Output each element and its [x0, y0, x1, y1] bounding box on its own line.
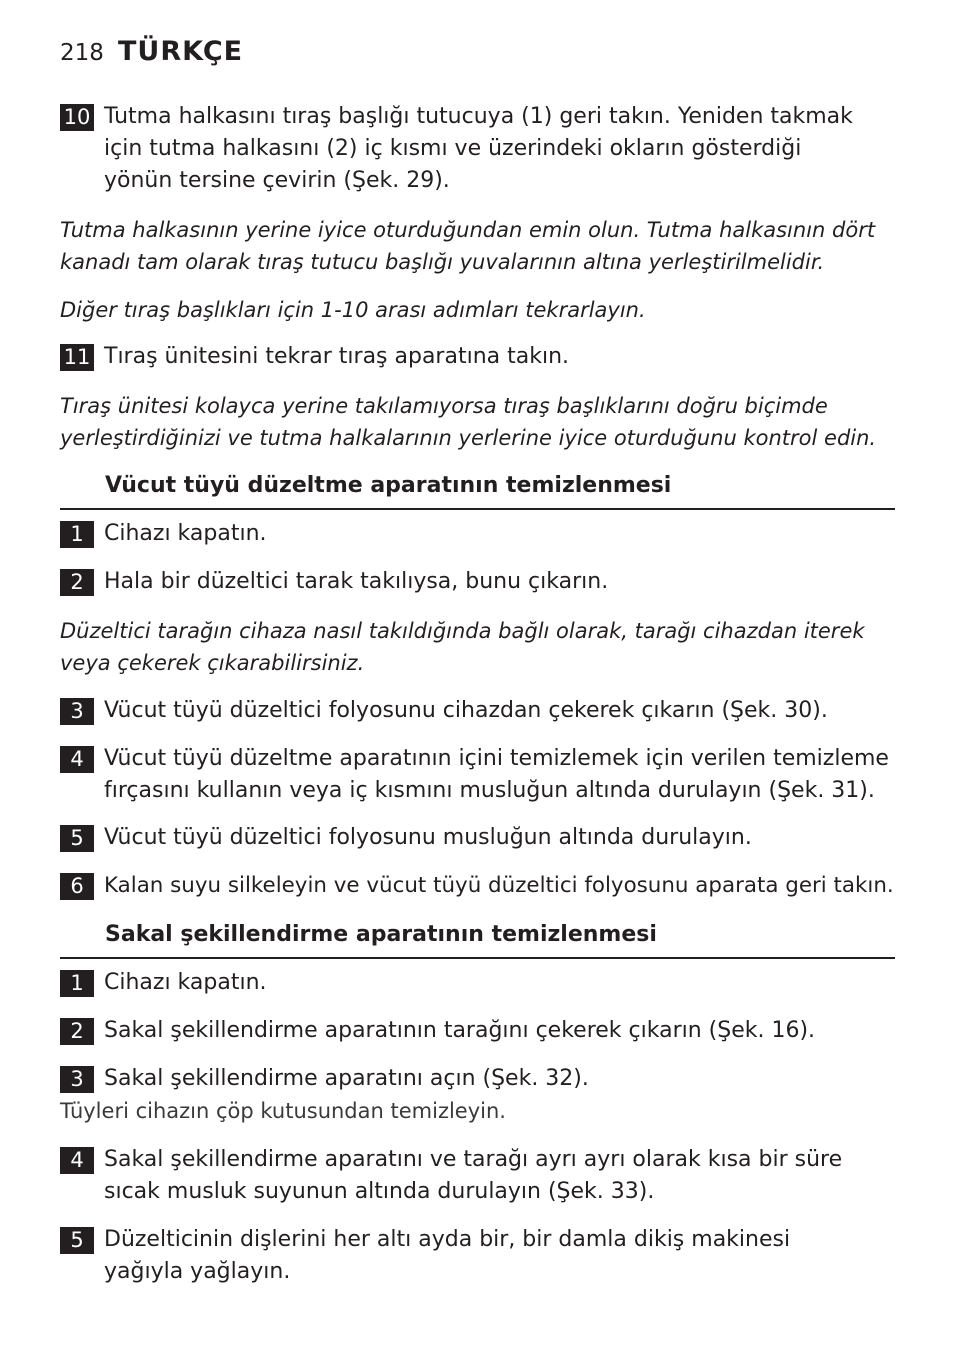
step-number-badge: 1 — [60, 970, 94, 997]
step-text: Tutma halkasını tıraş başlığı tutucuya (1) geri takın. Yeniden takmak için tutma halkasını (2) iç kısmı ve üzerindeki okların gösterdiği yönün tersine çevirin (Şek. 29). — [104, 104, 853, 193]
body-step-2 — [60, 566, 896, 598]
section-heading-body-trimmer — [60, 468, 895, 510]
step-text: Tıraş ünitesini tekrar tıraş aparatına takın. — [104, 344, 570, 369]
page-number: 218 — [60, 40, 104, 66]
step-text: Vücut tüyü düzeltici folyosunu musluğun altında durulayın. — [104, 825, 752, 850]
body-step-6 — [60, 870, 896, 902]
beard-step-4 — [60, 1144, 896, 1208]
step-text: Sakal şekillendirme aparatını açın (Şek. 32). — [104, 1066, 589, 1091]
note-retaining-ring: Tutma halkasının yerine iyice oturduğundan emin olun. Tutma halkasının dört kanadı tam olarak tıraş tutucu başlığı yuvalarının altına yerleştirilmelidir. — [60, 218, 876, 274]
language-title: TÜRKÇE — [118, 36, 244, 67]
step-text: Sakal şekillendirme aparatını ve tarağı ayrı ayrı olarak kısa bir süre sıcak musluk suyunun altında durulayın (Şek. 33). — [104, 1147, 843, 1204]
step-number-badge: 1 — [60, 521, 94, 548]
step-text: Cihazı kapatın. — [104, 970, 267, 995]
instruction-remove-hairs: Tüyleri cihazın çöp kutusundan temizleyin. — [60, 1099, 506, 1123]
step-text: Kalan suyu silkeleyin ve vücut tüyü düzeltici folyosunu aparata geri takın. — [104, 873, 894, 898]
note-repeat-steps: Diğer tıraş başlıkları için 1-10 arası adımları tekrarlayın. — [60, 298, 646, 322]
note-trimming-comb: Düzeltici tarağın cihaza nasıl takıldığında bağlı olarak, tarağı cihazdan iterek veya çekerek çıkarabilirsiniz. — [60, 619, 865, 675]
step-text: Vücut tüyü düzeltici folyosunu cihazdan çekerek çıkarın (Şek. 30). — [104, 698, 828, 723]
step-number-badge: 2 — [60, 1018, 94, 1045]
beard-step-3 — [60, 1063, 896, 1095]
body-step-1 — [60, 518, 896, 550]
step-10 — [60, 101, 896, 197]
beard-step-2 — [60, 1015, 896, 1047]
step-text: Sakal şekillendirme aparatının tarağını çekerek çıkarın (Şek. 16). — [104, 1018, 816, 1043]
step-text: Cihazı kapatın. — [104, 521, 267, 546]
beard-step-1 — [60, 967, 896, 999]
section-heading-beard-styler — [60, 917, 895, 959]
step-number-badge: 3 — [60, 698, 94, 725]
step-text: Hala bir düzeltici tarak takılıysa, bunu çıkarın. — [104, 569, 609, 594]
step-number-badge: 5 — [60, 1227, 94, 1254]
step-11 — [60, 341, 896, 373]
step-number-badge: 5 — [60, 825, 94, 852]
step-number-badge: 10 — [60, 104, 94, 131]
beard-step-5 — [60, 1224, 896, 1288]
step-number-badge: 2 — [60, 569, 94, 596]
note-shaving-unit: Tıraş ünitesi kolayca yerine takılamıyorsa tıraş başlıklarını doğru biçimde yerleştirdiğinizi ve tutma halkalarının yerlerine iyice oturduğunu kontrol edin. — [60, 394, 877, 450]
step-number-badge: 11 — [60, 344, 94, 371]
step-number-badge: 3 — [60, 1066, 94, 1093]
step-number-badge: 6 — [60, 873, 94, 900]
step-number-badge: 4 — [60, 1147, 94, 1174]
body-step-5 — [60, 822, 896, 854]
body-step-3 — [60, 695, 896, 727]
section-heading-text: Vücut tüyü düzeltme aparatının temizlenmesi — [105, 473, 672, 498]
step-text: Vücut tüyü düzeltme aparatının içini temizlemek için verilen temizleme fırçasını kullanın veya iç kısmını musluğun altında durulayın (Şek. 31). — [104, 746, 889, 803]
step-number-badge: 4 — [60, 746, 94, 773]
section-heading-text: Sakal şekillendirme aparatının temizlenmesi — [105, 922, 657, 947]
body-step-4 — [60, 743, 896, 807]
step-text: Düzelticinin dişlerini her altı ayda bir, bir damla dikiş makinesi yağıyla yağlayın. — [104, 1227, 791, 1284]
